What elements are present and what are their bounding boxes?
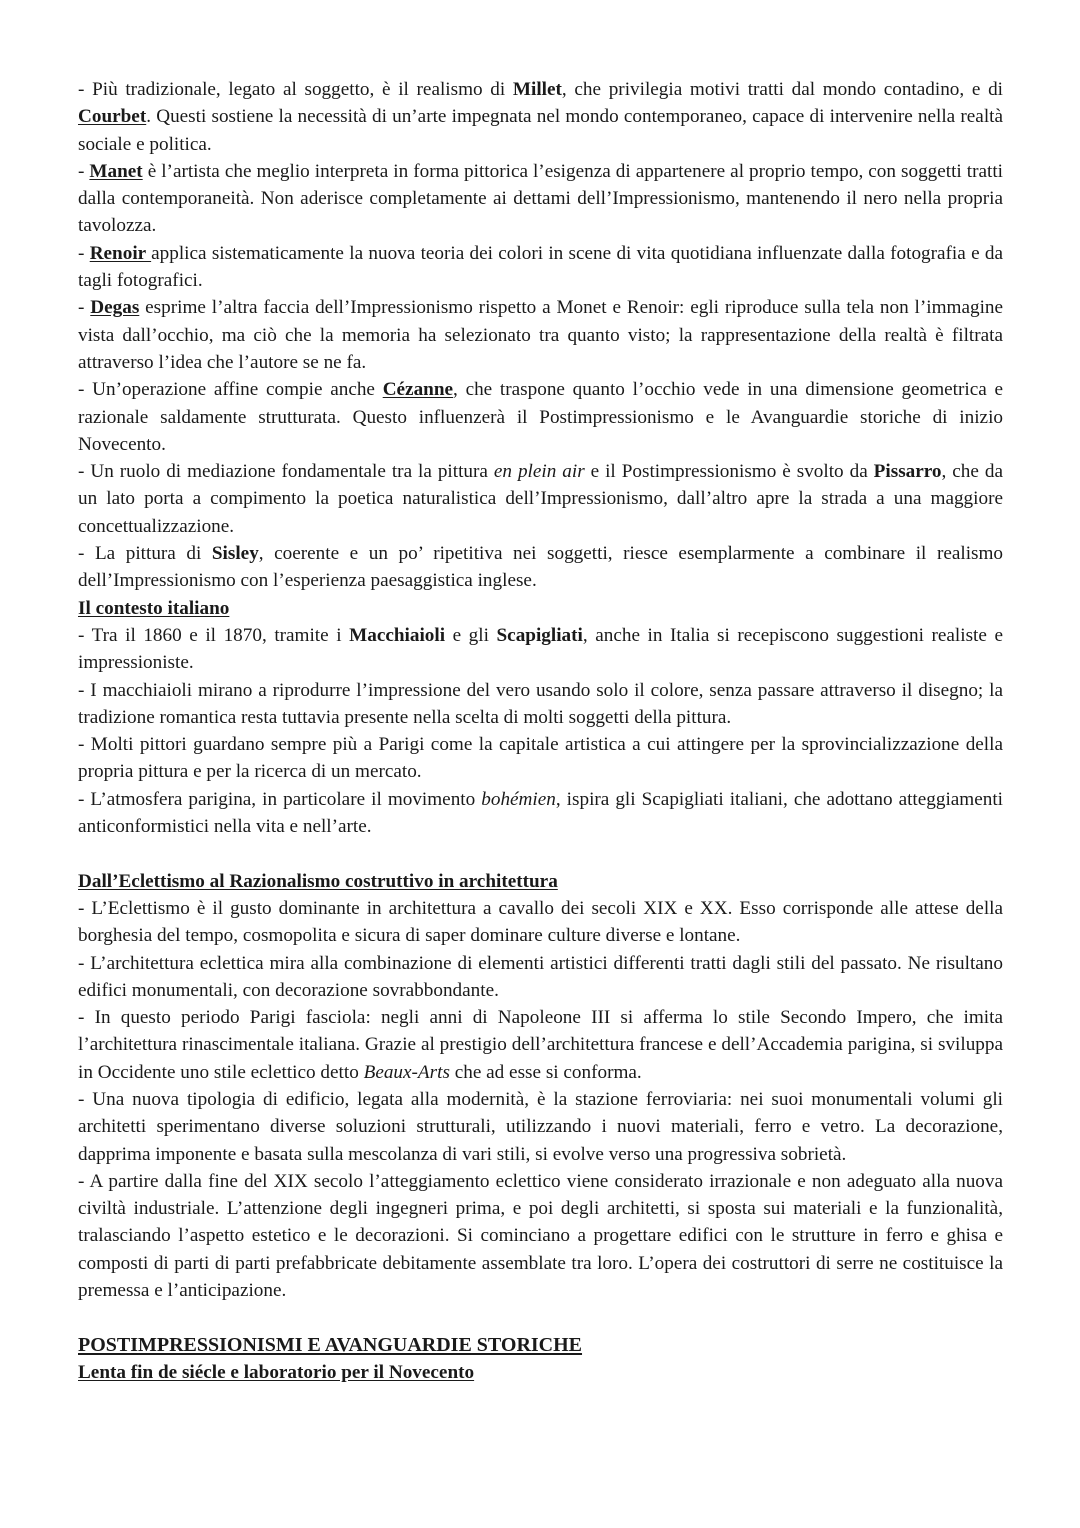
paragraph-parigi-secondo-impero [78, 1004, 1003, 1086]
section-heading-contesto-italiano: Il contesto italiano [78, 597, 230, 619]
text: - In questo periodo Parigi fasciola: negli anni di Napoleone III si afferma lo stile Secondo Impero, che imita l’architettura rinascimentale italiana. Grazie al prestigio dell’architettura francese e dell’Accademia parigina, si sviluppa in Occidente uno stile eclettico detto [78, 1007, 1003, 1083]
paragraph-macchiaioli-scapigliati [78, 622, 1003, 677]
document-page [78, 76, 1003, 1386]
text: - L’atmosfera parigina, in particolare il movimento [78, 788, 482, 810]
term-en-plein-air: en plein air [493, 461, 585, 483]
spacer [78, 840, 1003, 867]
name-sisley: Sisley [211, 543, 259, 565]
section-subheading-fin-de-siecle: Lenta fin de siécle e laboratorio per il Novecento [78, 1361, 475, 1383]
section-heading-eclettismo: Dall’Eclettismo al Razionalismo costruttivo in architettura [78, 870, 558, 892]
text: - La pittura di [78, 543, 212, 565]
term-beaux-arts: Beaux-Arts [363, 1061, 450, 1083]
text: e il Postimpressionismo è svolto da [584, 461, 874, 483]
paragraph-parigi: - Molti pittori guardano sempre più a Parigi come la capitale artistica a cui attingere per la sprovincializzazione della propria pittura e per la ricerca di un mercato. [78, 734, 1003, 783]
text: . Questi sostiene la necessità di un’arte impegnata nel mondo contemporaneo, capace di intervenire nella realtà sociale e politica. [78, 106, 1003, 155]
paragraph-architettura-eclettica: - L’architettura eclettica mira alla combinazione di elementi artistici differenti tratti dagli stili del passato. Ne risultano edifici monumentali, con decorazione sovrabbondante. [78, 952, 1003, 1001]
paragraph-manet [78, 158, 1003, 240]
paragraph-macchiaioli-colore: - I macchiaioli mirano a riprodurre l’impressione del vero usando solo il colore, senza passare attraverso il disegno; la tradizione romantica resta tuttavia presente nella scelta di molti soggetti della pittura. [78, 679, 1003, 728]
paragraph-renoir [78, 240, 1003, 295]
text: è l’artista che meglio interpreta in forma pittorica l’esigenza di appartenere al proprio tempo, con soggetti tratti dalla contemporaneità. Non aderisce completamente ai dettami dell’Impressionismo, mantenendo il nero nella propria tavolozza. [78, 160, 1003, 237]
paragraph-millet-courbet [78, 76, 1003, 158]
term-boheme: bohémien [481, 788, 556, 810]
name-renoir: Renoir [89, 242, 152, 264]
paragraph-razionalismo: - A partire dalla fine del XIX secolo l’atteggiamento eclettico viene considerato irrazionale e non adeguato alla nuova civiltà industriale. L’attenzione degli ingegneri prima, e poi degli architetti, si sposta sui materiali e la funzionalità, tralasciando l’aspetto estetico e le decorazioni. Si cominciano a progettare edifici con le strutture in ferro e ghisa e composti di parti di parti prefabbricate debitamente assemblate tra loro. L’opera dei costruttori di serre ne costituisce la premessa e l’anticipazione. [78, 1170, 1003, 1302]
name-courbet: Courbet [78, 106, 147, 128]
paragraph-sisley [78, 540, 1003, 595]
section-heading-postimpressionismi: POSTIMPRESSIONISMI E AVANGUARDIE STORICHE [78, 1333, 583, 1356]
paragraph-pissarro [78, 458, 1003, 540]
paragraph-boheme [78, 786, 1003, 841]
name-millet: Millet [512, 79, 562, 100]
text: applica sistematicamente la nuova teoria dei colori in scene di vita quotidiana influenzate dalla fotografia e da tagli fotografici. [78, 242, 1004, 292]
text: - [78, 297, 91, 319]
text: , ispira gli Scapigliati italiani, che adottano atteggiamenti anticonformistici nella vita e nell’arte. [78, 788, 1003, 838]
text: - Più tradizionale, legato al soggetto, è il realismo di [78, 79, 513, 100]
text: , che traspone quanto l’occhio vede in una dimensione geometrica e razionale saldamente strutturata. Questo influenzerà il Postimpressionismo e le Avanguardie storiche di inizio Novecento. [78, 379, 1003, 455]
text: - Un’operazione affine compie anche [78, 379, 383, 401]
text: e gli [445, 624, 497, 646]
text: esprime l’altra faccia dell’Impressionismo rispetto a Monet e Renoir: egli riproduce sulla tela non l’immagine vista dall’occhio, ma ciò che la memoria ha selezionato tra quanto visto; la rappresentazione della realtà è filtrata attraverso l’idea che l’autore se ne fa. [78, 297, 1004, 373]
text: , che da un lato porta a compimento la poetica naturalistica dell’Impressionismo, dall’altro apre la strada a una maggiore concettualizzazione. [78, 461, 1003, 537]
text: che ad esse si conforma. [449, 1061, 642, 1083]
name-degas: Degas [90, 297, 140, 319]
text: - Tra il 1860 e il 1870, tramite i [78, 624, 350, 646]
paragraph-degas [78, 294, 1003, 376]
name-pissarro: Pissarro [873, 461, 942, 483]
name-scapigliati: Scapigliati [496, 624, 583, 646]
text: , anche in Italia si recepiscono suggestioni realiste e impressioniste. [78, 624, 1003, 674]
text: , coerente e un po’ ripetitiva nei soggetti, riesce esemplarmente a combinare il realismo dell’Impressionismo con l’esperienza paesaggistica inglese. [78, 543, 1004, 592]
paragraph-cezanne [78, 376, 1003, 458]
spacer [78, 1304, 1003, 1331]
name-cezanne: Cézanne [382, 379, 454, 401]
text: - Un ruolo di mediazione fondamentale tra la pittura [78, 461, 494, 483]
text: , che privilegia motivi tratti dal mondo contadino, e di [561, 79, 1003, 100]
paragraph-eclettismo-gusto: - L’Eclettismo è il gusto dominante in architettura a cavallo dei secoli XIX e XX. Esso corrisponde alle attese della borghesia del tempo, cosmopolita e sicura di saper dominare culture diverse e lontane. [78, 897, 1003, 947]
text: - [78, 242, 90, 264]
name-manet: Manet [89, 160, 143, 182]
text: - [78, 160, 90, 182]
name-macchiaioli: Macchiaioli [349, 624, 446, 646]
paragraph-stazione-ferroviaria: - Una nuova tipologia di edificio, legata alla modernità, è la stazione ferroviaria: nei suoi monumentali volumi gli architetti sperimentano diverse soluzioni strutturali, utilizzando i nuovi materiali, ferro e vetro. La decorazione, dapprima imponente e basata sulla mescolanza di vari stili, si evolve verso una progressiva sobrietà. [78, 1088, 1003, 1165]
